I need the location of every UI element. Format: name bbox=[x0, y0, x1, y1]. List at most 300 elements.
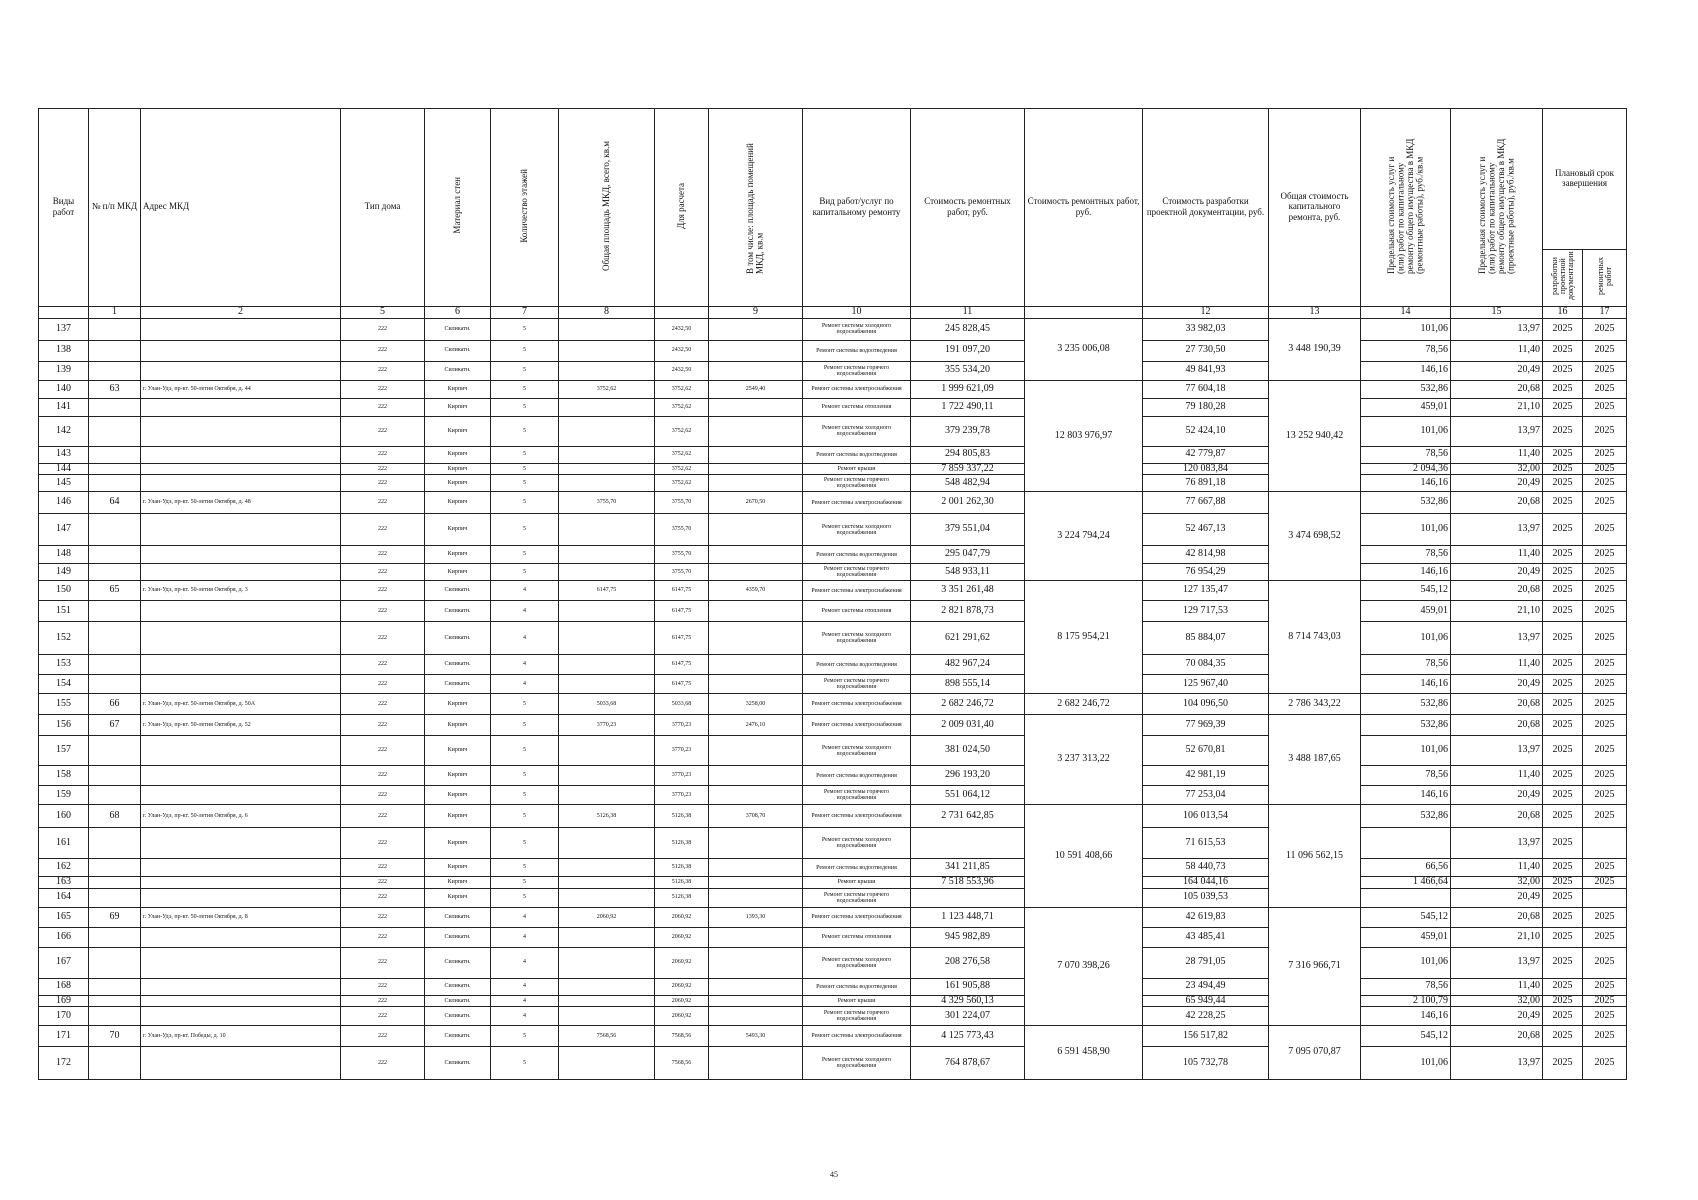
premises-area-cell bbox=[709, 947, 803, 978]
design-cost-cell: 42 779,87 bbox=[1143, 446, 1269, 463]
mkd-number-cell bbox=[89, 947, 141, 978]
address-cell bbox=[141, 766, 341, 786]
table-row bbox=[39, 340, 1627, 361]
work-type-cell: Ремонт системы водоотведения bbox=[803, 655, 911, 675]
term-repair-cell: 2025 bbox=[1583, 877, 1627, 889]
table-row bbox=[39, 492, 1627, 514]
total-area-cell bbox=[559, 622, 655, 655]
row-number-cell: 156 bbox=[39, 715, 89, 736]
mkd-number-cell bbox=[89, 877, 141, 889]
premises-area-cell bbox=[709, 927, 803, 947]
premises-area-cell: 3258,00 bbox=[709, 694, 803, 715]
floors-cell: 4 bbox=[491, 675, 559, 694]
mkd-number-cell bbox=[89, 446, 141, 463]
floors-cell: 5 bbox=[491, 736, 559, 766]
term-design-cell: 2025 bbox=[1543, 601, 1583, 622]
row-number-cell: 148 bbox=[39, 546, 89, 564]
floors-cell: 5 bbox=[491, 514, 559, 546]
wall-material-cell: Кирпич bbox=[425, 564, 491, 581]
address-cell: г. Улан-Удэ, пр-кт. 50-летия Октября, д. 50А bbox=[141, 694, 341, 715]
table-row bbox=[39, 601, 1627, 622]
calc-area-cell: 7568,56 bbox=[655, 1047, 709, 1080]
wall-material-cell: Силикатн. bbox=[425, 1007, 491, 1026]
repair-cost-total-cell: 3 237 313,22 bbox=[1025, 715, 1143, 805]
column-number-cell bbox=[655, 307, 709, 319]
term-design-cell: 2025 bbox=[1543, 380, 1583, 398]
term-repair-cell: 2025 bbox=[1583, 446, 1627, 463]
term-repair-cell: 2025 bbox=[1583, 361, 1627, 380]
mkd-number-cell bbox=[89, 398, 141, 416]
row-number-cell: 157 bbox=[39, 736, 89, 766]
floors-cell: 5 bbox=[491, 446, 559, 463]
total-area-cell bbox=[559, 340, 655, 361]
repair-cost-cell: 4 329 560,13 bbox=[911, 995, 1025, 1007]
house-type-cell: 222 bbox=[341, 766, 425, 786]
work-type-cell: Ремонт системы холодного водоснабжения bbox=[803, 947, 911, 978]
limit-repair-cell: 78,56 bbox=[1361, 546, 1451, 564]
limit-design-cell: 13,97 bbox=[1451, 1047, 1543, 1080]
design-cost-cell: 42 981,19 bbox=[1143, 766, 1269, 786]
floors-cell: 5 bbox=[491, 475, 559, 492]
premises-area-cell bbox=[709, 564, 803, 581]
wall-material-cell: Кирпич bbox=[425, 463, 491, 475]
term-repair-cell: 2025 bbox=[1583, 475, 1627, 492]
limit-design-cell: 20,49 bbox=[1451, 888, 1543, 907]
term-repair-cell: 2025 bbox=[1583, 859, 1627, 877]
header-repair-cost-total: Стоимость ремонтных работ, руб. bbox=[1025, 109, 1143, 307]
address-cell bbox=[141, 736, 341, 766]
row-number-cell: 167 bbox=[39, 947, 89, 978]
header-mkd-number: № п/п МКД bbox=[89, 109, 141, 307]
work-type-cell: Ремонт системы отопления bbox=[803, 927, 911, 947]
floors-cell: 5 bbox=[491, 546, 559, 564]
column-number-cell bbox=[39, 307, 89, 319]
term-repair-cell: 2025 bbox=[1583, 318, 1627, 340]
design-cost-cell: 76 954,29 bbox=[1143, 564, 1269, 581]
header-calc-area: Для расчета bbox=[655, 109, 709, 307]
mkd-number-cell: 67 bbox=[89, 715, 141, 736]
address-cell bbox=[141, 927, 341, 947]
design-cost-cell: 77 667,88 bbox=[1143, 492, 1269, 514]
mkd-number-cell bbox=[89, 463, 141, 475]
calc-area-cell: 6147,75 bbox=[655, 622, 709, 655]
limit-design-cell: 20,68 bbox=[1451, 380, 1543, 398]
address-cell bbox=[141, 416, 341, 446]
work-type-cell: Ремонт системы холодного водоснабжения bbox=[803, 622, 911, 655]
limit-repair-cell: 101,06 bbox=[1361, 514, 1451, 546]
row-number-cell: 168 bbox=[39, 978, 89, 995]
calc-area-cell: 3752,62 bbox=[655, 398, 709, 416]
repair-cost-cell: 548 482,94 bbox=[911, 475, 1025, 492]
term-repair-cell: 2025 bbox=[1583, 340, 1627, 361]
wall-material-cell: Кирпич bbox=[425, 380, 491, 398]
house-type-cell: 222 bbox=[341, 907, 425, 927]
premises-area-cell bbox=[709, 340, 803, 361]
repair-cost-cell: 294 805,83 bbox=[911, 446, 1025, 463]
term-design-cell: 2025 bbox=[1543, 736, 1583, 766]
calc-area-cell: 3770,23 bbox=[655, 715, 709, 736]
premises-area-cell bbox=[709, 888, 803, 907]
term-design-cell: 2025 bbox=[1543, 978, 1583, 995]
wall-material-cell: Силикатн. bbox=[425, 601, 491, 622]
limit-design-cell: 11,40 bbox=[1451, 546, 1543, 564]
column-number-cell: 15 bbox=[1451, 307, 1543, 319]
total-cost-cell: 8 714 743,03 bbox=[1269, 581, 1361, 694]
calc-area-cell: 2060,92 bbox=[655, 907, 709, 927]
limit-repair-cell: 532,86 bbox=[1361, 380, 1451, 398]
term-repair-cell: 2025 bbox=[1583, 675, 1627, 694]
repair-cost-cell bbox=[911, 888, 1025, 907]
limit-repair-cell: 545,12 bbox=[1361, 907, 1451, 927]
repair-cost-cell: 621 291,62 bbox=[911, 622, 1025, 655]
wall-material-cell: Кирпич bbox=[425, 736, 491, 766]
design-cost-cell: 58 440,73 bbox=[1143, 859, 1269, 877]
term-repair-cell: 2025 bbox=[1583, 694, 1627, 715]
term-repair-cell: 2025 bbox=[1583, 622, 1627, 655]
term-repair-cell: 2025 bbox=[1583, 564, 1627, 581]
premises-area-cell bbox=[709, 398, 803, 416]
term-design-cell: 2025 bbox=[1543, 995, 1583, 1007]
limit-design-cell: 13,97 bbox=[1451, 828, 1543, 859]
limit-repair-cell: 78,56 bbox=[1361, 340, 1451, 361]
table-row bbox=[39, 475, 1627, 492]
premises-area-cell bbox=[709, 828, 803, 859]
design-cost-cell: 106 013,54 bbox=[1143, 805, 1269, 828]
floors-cell: 4 bbox=[491, 581, 559, 601]
premises-area-cell bbox=[709, 786, 803, 805]
term-design-cell: 2025 bbox=[1543, 361, 1583, 380]
premises-area-cell bbox=[709, 416, 803, 446]
house-type-cell: 222 bbox=[341, 655, 425, 675]
mkd-number-cell bbox=[89, 475, 141, 492]
address-cell bbox=[141, 398, 341, 416]
calc-area-cell: 6147,75 bbox=[655, 581, 709, 601]
mkd-number-cell bbox=[89, 340, 141, 361]
capital-repair-table bbox=[38, 108, 1627, 1080]
repair-cost-cell: 945 982,89 bbox=[911, 927, 1025, 947]
premises-area-cell bbox=[709, 766, 803, 786]
term-design-cell: 2025 bbox=[1543, 877, 1583, 889]
wall-material-cell: Силикатн. bbox=[425, 581, 491, 601]
floors-cell: 5 bbox=[491, 318, 559, 340]
term-design-cell: 2025 bbox=[1543, 398, 1583, 416]
design-cost-cell: 42 814,98 bbox=[1143, 546, 1269, 564]
calc-area-cell: 5126,38 bbox=[655, 888, 709, 907]
floors-cell: 5 bbox=[491, 786, 559, 805]
term-repair-cell: 2025 bbox=[1583, 514, 1627, 546]
design-cost-cell: 65 949,44 bbox=[1143, 995, 1269, 1007]
address-cell bbox=[141, 475, 341, 492]
repair-cost-cell: 301 224,07 bbox=[911, 1007, 1025, 1026]
limit-repair-cell: 146,16 bbox=[1361, 361, 1451, 380]
row-number-cell: 149 bbox=[39, 564, 89, 581]
table-row bbox=[39, 564, 1627, 581]
term-design-cell: 2025 bbox=[1543, 715, 1583, 736]
repair-cost-cell: 7 859 337,22 bbox=[911, 463, 1025, 475]
design-cost-cell: 42 228,25 bbox=[1143, 1007, 1269, 1026]
mkd-number-cell: 65 bbox=[89, 581, 141, 601]
house-type-cell: 222 bbox=[341, 828, 425, 859]
wall-material-cell: Силикатн. bbox=[425, 1047, 491, 1080]
total-area-cell bbox=[559, 601, 655, 622]
total-area-cell bbox=[559, 995, 655, 1007]
work-type-cell: Ремонт системы водоотведения bbox=[803, 340, 911, 361]
calc-area-cell: 2060,92 bbox=[655, 1007, 709, 1026]
address-cell: г. Улан-Удэ, пр-кт. 50-летия Октября, д. 3 bbox=[141, 581, 341, 601]
limit-repair-cell: 459,01 bbox=[1361, 927, 1451, 947]
limit-repair-cell: 101,06 bbox=[1361, 622, 1451, 655]
limit-repair-cell: 78,56 bbox=[1361, 766, 1451, 786]
house-type-cell: 222 bbox=[341, 877, 425, 889]
calc-area-cell: 5126,38 bbox=[655, 805, 709, 828]
work-type-cell: Ремонт системы горячего водоснабжения bbox=[803, 361, 911, 380]
header-design-cost: Стоимость разработки проектной документации, руб. bbox=[1143, 109, 1269, 307]
repair-cost-cell: 548 933,11 bbox=[911, 564, 1025, 581]
limit-repair-cell: 532,86 bbox=[1361, 694, 1451, 715]
table-row bbox=[39, 1026, 1627, 1047]
column-number-cell: 17 bbox=[1583, 307, 1627, 319]
calc-area-cell: 2432,50 bbox=[655, 340, 709, 361]
repair-cost-cell: 191 097,20 bbox=[911, 340, 1025, 361]
limit-repair-cell: 545,12 bbox=[1361, 581, 1451, 601]
table-row bbox=[39, 1007, 1627, 1026]
mkd-number-cell bbox=[89, 546, 141, 564]
house-type-cell: 222 bbox=[341, 601, 425, 622]
premises-area-cell bbox=[709, 601, 803, 622]
design-cost-cell: 52 467,13 bbox=[1143, 514, 1269, 546]
work-type-cell: Ремонт системы электроснабжения bbox=[803, 805, 911, 828]
work-type-cell: Ремонт системы электроснабжения bbox=[803, 694, 911, 715]
wall-material-cell: Силикатн. bbox=[425, 340, 491, 361]
total-area-cell bbox=[559, 675, 655, 694]
limit-repair-cell: 146,16 bbox=[1361, 786, 1451, 805]
premises-area-cell bbox=[709, 859, 803, 877]
wall-material-cell: Кирпич bbox=[425, 828, 491, 859]
premises-area-cell bbox=[709, 978, 803, 995]
repair-cost-total-cell: 3 224 794,24 bbox=[1025, 492, 1143, 581]
floors-cell: 5 bbox=[491, 888, 559, 907]
design-cost-cell: 76 891,18 bbox=[1143, 475, 1269, 492]
house-type-cell: 222 bbox=[341, 340, 425, 361]
row-number-cell: 155 bbox=[39, 694, 89, 715]
premises-area-cell: 2476,10 bbox=[709, 715, 803, 736]
repair-cost-cell: 2 731 642,85 bbox=[911, 805, 1025, 828]
table-body bbox=[39, 318, 1627, 1080]
work-type-cell: Ремонт крыши bbox=[803, 463, 911, 475]
header-term-repair: ремонтных работ bbox=[1583, 250, 1627, 307]
premises-area-cell: 2670,50 bbox=[709, 492, 803, 514]
total-area-cell: 3770,23 bbox=[559, 715, 655, 736]
address-cell: г. Улан-Удэ, пр-кт. 50-летия Октября, д. 48 bbox=[141, 492, 341, 514]
premises-area-cell bbox=[709, 736, 803, 766]
term-repair-cell: 2025 bbox=[1583, 1007, 1627, 1026]
limit-repair-cell: 101,06 bbox=[1361, 1047, 1451, 1080]
row-number-cell: 161 bbox=[39, 828, 89, 859]
column-number-cell: 10 bbox=[803, 307, 911, 319]
limit-design-cell: 32,00 bbox=[1451, 877, 1543, 889]
row-number-cell: 152 bbox=[39, 622, 89, 655]
limit-repair-cell: 101,06 bbox=[1361, 318, 1451, 340]
term-design-cell: 2025 bbox=[1543, 927, 1583, 947]
address-cell bbox=[141, 446, 341, 463]
wall-material-cell: Кирпич bbox=[425, 416, 491, 446]
premises-area-cell bbox=[709, 1047, 803, 1080]
row-number-cell: 146 bbox=[39, 492, 89, 514]
limit-repair-cell: 545,12 bbox=[1361, 1026, 1451, 1047]
house-type-cell: 222 bbox=[341, 1047, 425, 1080]
design-cost-cell: 164 044,16 bbox=[1143, 877, 1269, 889]
total-area-cell: 3755,70 bbox=[559, 492, 655, 514]
mkd-number-cell bbox=[89, 416, 141, 446]
house-type-cell: 222 bbox=[341, 581, 425, 601]
repair-cost-cell: 898 555,14 bbox=[911, 675, 1025, 694]
table-row bbox=[39, 446, 1627, 463]
design-cost-cell: 156 517,82 bbox=[1143, 1026, 1269, 1047]
repair-cost-total-cell: 3 235 006,08 bbox=[1025, 318, 1143, 380]
house-type-cell: 222 bbox=[341, 1007, 425, 1026]
limit-design-cell: 13,97 bbox=[1451, 622, 1543, 655]
premises-area-cell bbox=[709, 546, 803, 564]
row-number-cell: 165 bbox=[39, 907, 89, 927]
term-design-cell: 2025 bbox=[1543, 694, 1583, 715]
floors-cell: 5 bbox=[491, 340, 559, 361]
total-area-cell bbox=[559, 859, 655, 877]
calc-area-cell: 3770,23 bbox=[655, 766, 709, 786]
work-type-cell: Ремонт системы горячего водоснабжения bbox=[803, 475, 911, 492]
table-row bbox=[39, 694, 1627, 715]
house-type-cell: 222 bbox=[341, 564, 425, 581]
term-repair-cell: 2025 bbox=[1583, 655, 1627, 675]
wall-material-cell: Силикатн. bbox=[425, 655, 491, 675]
table-row bbox=[39, 416, 1627, 446]
design-cost-cell: 125 967,40 bbox=[1143, 675, 1269, 694]
calc-area-cell: 5033,68 bbox=[655, 694, 709, 715]
mkd-number-cell: 64 bbox=[89, 492, 141, 514]
header-house-type: Тип дома bbox=[341, 109, 425, 307]
floors-cell: 5 bbox=[491, 877, 559, 889]
header-floors: Количество этажей bbox=[491, 109, 559, 307]
premises-area-cell: 4359,70 bbox=[709, 581, 803, 601]
calc-area-cell: 6147,75 bbox=[655, 655, 709, 675]
design-cost-cell: 129 717,53 bbox=[1143, 601, 1269, 622]
floors-cell: 5 bbox=[491, 715, 559, 736]
work-type-cell: Ремонт системы водоотведения bbox=[803, 546, 911, 564]
row-number-cell: 172 bbox=[39, 1047, 89, 1080]
limit-repair-cell: 146,16 bbox=[1361, 675, 1451, 694]
row-number-cell: 153 bbox=[39, 655, 89, 675]
repair-cost-cell: 295 047,79 bbox=[911, 546, 1025, 564]
mkd-number-cell bbox=[89, 514, 141, 546]
wall-material-cell: Силикатн. bbox=[425, 1026, 491, 1047]
term-repair-cell bbox=[1583, 888, 1627, 907]
table-row bbox=[39, 828, 1627, 859]
total-area-cell bbox=[559, 318, 655, 340]
premises-area-cell bbox=[709, 995, 803, 1007]
total-area-cell bbox=[559, 786, 655, 805]
design-cost-cell: 77 253,04 bbox=[1143, 786, 1269, 805]
term-repair-cell: 2025 bbox=[1583, 463, 1627, 475]
limit-repair-cell bbox=[1361, 828, 1451, 859]
limit-design-cell: 20,68 bbox=[1451, 805, 1543, 828]
repair-cost-cell: 1 722 490,11 bbox=[911, 398, 1025, 416]
row-number-cell: 140 bbox=[39, 380, 89, 398]
row-number-cell: 144 bbox=[39, 463, 89, 475]
column-number-cell bbox=[1025, 307, 1143, 319]
premises-area-cell bbox=[709, 361, 803, 380]
term-design-cell: 2025 bbox=[1543, 463, 1583, 475]
design-cost-cell: 27 730,50 bbox=[1143, 340, 1269, 361]
column-number-cell: 11 bbox=[911, 307, 1025, 319]
house-type-cell: 222 bbox=[341, 446, 425, 463]
address-cell bbox=[141, 859, 341, 877]
floors-cell: 4 bbox=[491, 978, 559, 995]
repair-cost-cell: 379 239,78 bbox=[911, 416, 1025, 446]
header-planned-term: Плановый срок завершения bbox=[1543, 109, 1627, 250]
repair-cost-cell: 245 828,45 bbox=[911, 318, 1025, 340]
repair-cost-total-cell: 2 682 246,72 bbox=[1025, 694, 1143, 715]
calc-area-cell: 6147,75 bbox=[655, 601, 709, 622]
table-row bbox=[39, 1047, 1627, 1080]
house-type-cell: 222 bbox=[341, 675, 425, 694]
limit-design-cell: 13,97 bbox=[1451, 947, 1543, 978]
design-cost-cell: 33 982,03 bbox=[1143, 318, 1269, 340]
calc-area-cell: 2060,92 bbox=[655, 995, 709, 1007]
calc-area-cell: 2060,92 bbox=[655, 978, 709, 995]
limit-repair-cell: 1 466,64 bbox=[1361, 877, 1451, 889]
limit-repair-cell: 78,56 bbox=[1361, 978, 1451, 995]
house-type-cell: 222 bbox=[341, 736, 425, 766]
header-limit-repair: Предельная стоимость услуг и (или) работ по капитальному ремонту общего имущества в МКД (ремонтные работы), руб./кв.м bbox=[1361, 109, 1451, 307]
column-number-cell: 9 bbox=[709, 307, 803, 319]
house-type-cell: 222 bbox=[341, 514, 425, 546]
house-type-cell: 222 bbox=[341, 888, 425, 907]
house-type-cell: 222 bbox=[341, 805, 425, 828]
floors-cell: 5 bbox=[491, 859, 559, 877]
limit-design-cell: 21,10 bbox=[1451, 601, 1543, 622]
calc-area-cell: 5126,38 bbox=[655, 828, 709, 859]
house-type-cell: 222 bbox=[341, 1026, 425, 1047]
work-type-cell: Ремонт системы холодного водоснабжения bbox=[803, 514, 911, 546]
address-cell bbox=[141, 463, 341, 475]
total-area-cell bbox=[559, 978, 655, 995]
limit-repair-cell: 2 100,79 bbox=[1361, 995, 1451, 1007]
row-number-cell: 139 bbox=[39, 361, 89, 380]
repair-cost-cell: 3 351 261,48 bbox=[911, 581, 1025, 601]
row-number-cell: 151 bbox=[39, 601, 89, 622]
design-cost-cell: 70 084,35 bbox=[1143, 655, 1269, 675]
address-cell: г. Улан-Удэ, пр-кт. 50-летия Октября, д. 8 bbox=[141, 907, 341, 927]
calc-area-cell: 7568,56 bbox=[655, 1026, 709, 1047]
address-cell bbox=[141, 1007, 341, 1026]
premises-area-cell: 5493,30 bbox=[709, 1026, 803, 1047]
design-cost-cell: 77 969,39 bbox=[1143, 715, 1269, 736]
total-cost-cell: 11 096 562,15 bbox=[1269, 805, 1361, 908]
term-design-cell: 2025 bbox=[1543, 1007, 1583, 1026]
limit-design-cell: 20,49 bbox=[1451, 475, 1543, 492]
table-row bbox=[39, 361, 1627, 380]
limit-repair-cell: 101,06 bbox=[1361, 416, 1451, 446]
table-row bbox=[39, 463, 1627, 475]
premises-area-cell bbox=[709, 877, 803, 889]
wall-material-cell: Силикатн. bbox=[425, 978, 491, 995]
row-number-cell: 150 bbox=[39, 581, 89, 601]
term-repair-cell: 2025 bbox=[1583, 766, 1627, 786]
term-design-cell: 2025 bbox=[1543, 564, 1583, 581]
calc-area-cell: 2060,92 bbox=[655, 947, 709, 978]
calc-area-cell: 6147,75 bbox=[655, 675, 709, 694]
house-type-cell: 222 bbox=[341, 694, 425, 715]
mkd-number-cell bbox=[89, 655, 141, 675]
